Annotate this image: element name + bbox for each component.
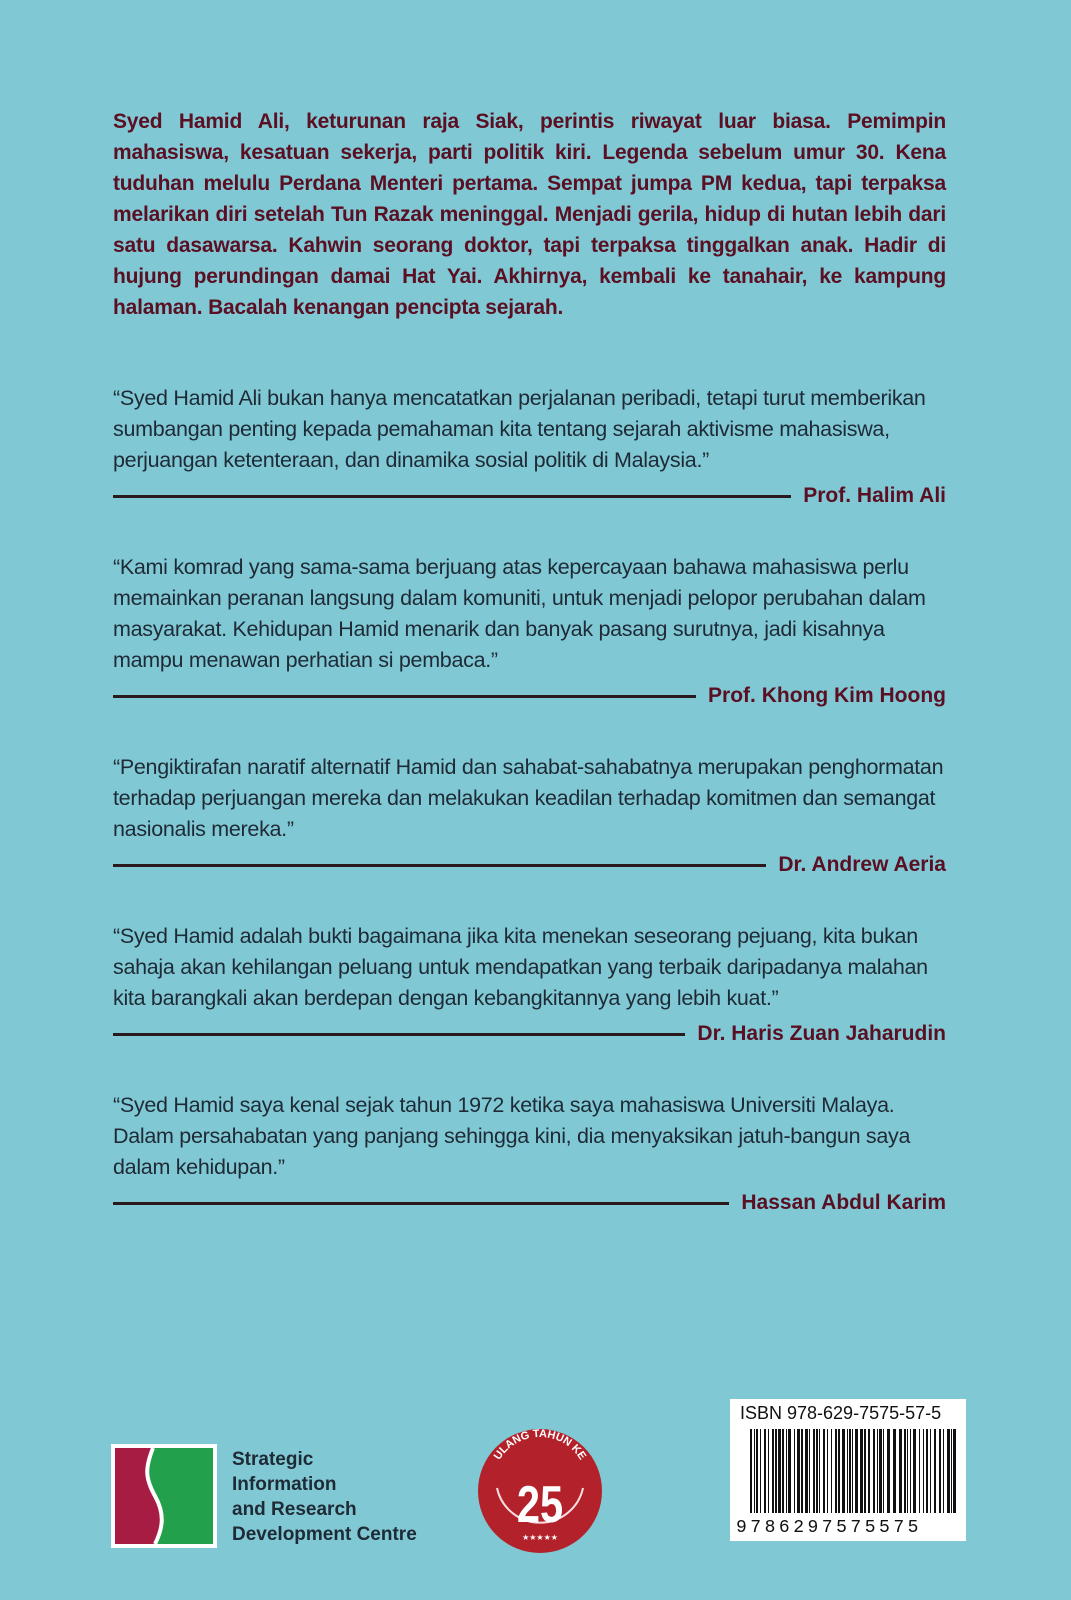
barcode-bar <box>809 1429 810 1513</box>
badge-stars: ★★★★★ <box>522 1533 558 1542</box>
barcode-bar <box>788 1429 791 1513</box>
divider <box>113 1033 685 1036</box>
quote-text: “Syed Hamid saya kenal sejak tahun 1972 ketika saya mahasiswa Universiti Malaya. Dalam persahabatan yang panjang sehingga kini, dia menyaksikan jatuh-bangun saya dalam kehidupan.” <box>113 1093 911 1179</box>
barcode-bar <box>919 1429 920 1513</box>
quote-text: “Pengiktirafan naratif alternatif Hamid dan sahabat-sahabatnya merupakan penghormatan terhadap perjuangan mereka dan melakukan keadilan terhadap komitmen dan semangat nasionalis mereka.” <box>113 755 944 841</box>
barcode-bar <box>835 1429 837 1513</box>
badge-arc-text: ULANG TAHUN KE <box>491 1428 589 1463</box>
barcode-bar <box>797 1429 800 1513</box>
quote-text: “Syed Hamid Ali bukan hanya mencatatkan perjalanan peribadi, tetapi turut memberikan sumbangan penting kepada pemahaman kita tentang sejarah aktivisme mahasiswa, perjuangan ketenteraan, dan dinamika sosial politik di Malaysia.” <box>113 386 926 472</box>
barcode-bar <box>860 1429 863 1513</box>
barcode-bar <box>768 1429 769 1513</box>
barcode-bar <box>868 1429 870 1513</box>
quote-author: Dr. Haris Zuan Jaharudin <box>697 1022 946 1045</box>
barcode-bar <box>764 1429 766 1513</box>
barcode-bar <box>852 1429 853 1513</box>
barcode-bar <box>907 1429 908 1513</box>
endorsement-5 <box>113 1090 946 1217</box>
barcode-bar <box>756 1429 758 1513</box>
endorsement-3 <box>113 752 946 879</box>
barcode-bar <box>855 1429 858 1513</box>
barcode-bar <box>794 1429 795 1513</box>
publisher-name <box>232 1447 417 1547</box>
barcode-bar <box>953 1429 956 1513</box>
barcode-bar <box>913 1429 916 1513</box>
barcode-bar <box>831 1429 832 1513</box>
publisher-line: and Research <box>232 1499 357 1520</box>
publisher-line: Development Centre <box>232 1524 417 1545</box>
badge-number: 25 <box>516 1474 564 1534</box>
anniversary-badge <box>477 1428 603 1554</box>
barcode-bar <box>838 1429 840 1513</box>
barcode-bar <box>827 1429 828 1513</box>
endorsement-1 <box>113 383 946 510</box>
barcode-bar <box>879 1429 882 1513</box>
barcode-bar <box>943 1429 944 1513</box>
barcode-bar <box>801 1429 803 1513</box>
barcode-bar <box>947 1429 950 1513</box>
barcode-bar <box>934 1429 936 1513</box>
quote-author: Prof. Halim Ali <box>803 484 946 507</box>
quote-author: Dr. Andrew Aeria <box>778 853 946 876</box>
barcode-bar <box>883 1429 884 1513</box>
quote-text: “Syed Hamid adalah bukti bagaimana jika kita menekan seseorang pejuang, kita bukan sahaja akan kehilangan peluang untuk mendapatkan yang terbaik daripadanya malahan kita barangkali akan berdepan dengan kebangkitannya yang lebih kuat.” <box>113 924 928 1010</box>
barcode-bar <box>816 1429 818 1513</box>
barcode-bar <box>849 1429 851 1513</box>
barcode-bar <box>823 1429 825 1513</box>
barcode-bar <box>750 1429 752 1513</box>
barcode-bar <box>951 1429 952 1513</box>
barcode-bar <box>775 1429 777 1513</box>
barcode-bar <box>864 1429 866 1513</box>
barcode-bar <box>805 1429 808 1513</box>
isbn-barcode <box>730 1399 966 1541</box>
barcode-bar <box>939 1429 941 1513</box>
quote-author: Prof. Khong Kim Hoong <box>708 684 946 707</box>
barcode-bar <box>813 1429 815 1513</box>
divider <box>113 1202 729 1205</box>
barcode-bar <box>873 1429 875 1513</box>
barcode-bar <box>782 1429 784 1513</box>
barcode-bar <box>778 1429 781 1513</box>
barcode-bar <box>930 1429 931 1513</box>
barcode-bar <box>786 1429 787 1513</box>
barcode-bar <box>904 1429 906 1513</box>
publisher-line: Information <box>232 1474 337 1495</box>
barcode-bar <box>899 1429 902 1513</box>
barcode-bar <box>910 1429 911 1513</box>
divider <box>113 495 791 498</box>
barcode-bar <box>772 1429 774 1513</box>
barcode-bar <box>847 1429 848 1513</box>
barcode-bar <box>877 1429 878 1513</box>
barcode-bar <box>819 1429 820 1513</box>
barcode-bar <box>926 1429 928 1513</box>
endorsement-4 <box>113 921 946 1048</box>
barcode-bar <box>893 1429 896 1513</box>
book-blurb: Syed Hamid Ali, keturunan raja Siak, perintis riwayat luar biasa. Pemimpin mahasiswa, kesatuan sekerja, parti politik kiri. Legenda sebelum umur 30. Kena tuduhan melulu Perdana Menteri pertama. Sempat jumpa PM kedua, tapi terpaksa melarikan diri setelah Tun Razak meninggal. Menjadi gerila, hidup di hutan lebih dari satu dasawarsa. Kahwin seorang doktor, tapi terpaksa tinggalkan anak. Hadir di hujung perundingan damai Hat Yai. Akhirnya, kembali ke tanahair, ke kampung halaman. Bacalah kenangan pencipta sejarah. <box>113 110 946 319</box>
cover-text <box>113 106 946 1217</box>
barcode-bars <box>734 1429 962 1515</box>
publisher-line: Strategic <box>232 1449 314 1470</box>
divider <box>113 695 696 698</box>
quote-text: “Kami komrad yang sama-sama berjuang atas kepercayaan bahawa mahasiswa perlu memainkan peranan langsung dalam komuniti, untuk menjadi pelopor perubahan dalam masyarakat. Kehidupan Hamid menarik dan banyak pasang surutnya, jadi kisahnya mampu menawan perhatian si pembaca.” <box>113 555 926 672</box>
barcode-bar <box>887 1429 890 1513</box>
endorsement-2 <box>113 552 946 710</box>
publisher-logo <box>111 1444 217 1548</box>
barcode-bar <box>923 1429 924 1513</box>
barcode-bar <box>842 1429 845 1513</box>
isbn-label: ISBN 978-629-7575-57-5 <box>740 1403 942 1423</box>
barcode-bar <box>754 1429 755 1513</box>
quote-author: Hassan Abdul Karim <box>741 1191 946 1214</box>
barcode-bar <box>760 1429 761 1513</box>
divider <box>113 864 766 867</box>
barcode-digits: 9786297575575 <box>736 1518 922 1538</box>
